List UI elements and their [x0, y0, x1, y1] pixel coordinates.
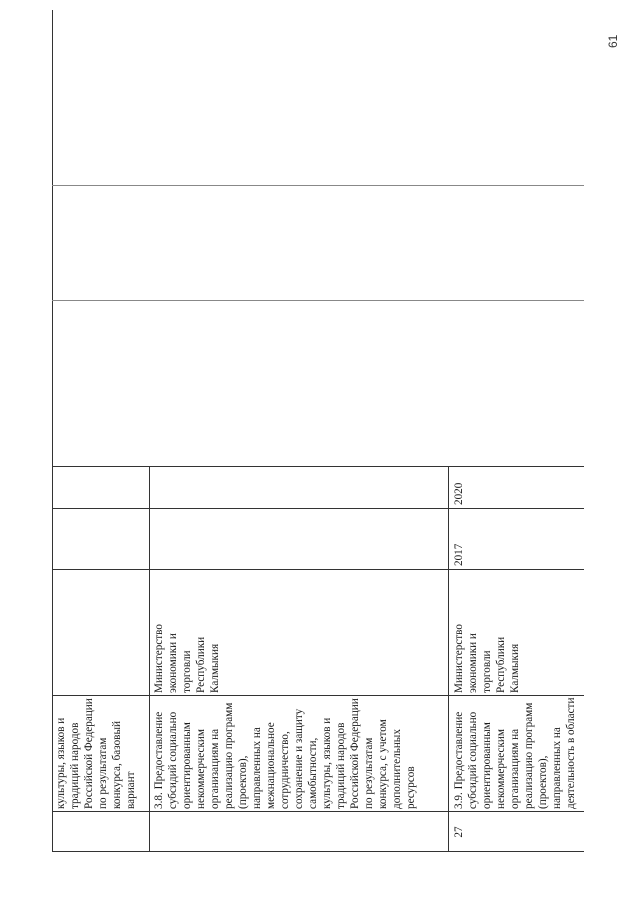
col-divider-end [52, 466, 584, 467]
table-left-border [52, 851, 584, 852]
col-divider-7 [52, 300, 584, 301]
row-1-name: культуры, языков и традиций народов Российской Федерации по результатам конкурса, базовый вариант [55, 698, 137, 809]
row-divider-1 [149, 467, 150, 852]
row-2-name: 3.8. Предоставление субсидий социально ориентированным некоммерческим организациям на реализацию программ (проектов), направленных на межнациональное сотрудничество, сохранение и защиту самобытности, культуры, языков и традиций народов Российской Федерации по результатам конкурса, с учетом дополнительных ресурсов [153, 698, 417, 809]
row-3-end-year: 2020 [453, 482, 465, 505]
col-divider-number [52, 811, 584, 812]
row-3-executor: Министерство экономики и торговли Республики Калмыкия [453, 624, 521, 693]
row-2-executor: Министерство экономики и торговли Республики Калмыкия [153, 624, 221, 693]
col-divider-start [52, 508, 584, 509]
row-divider-2 [448, 467, 449, 852]
table-top-border [52, 10, 53, 852]
row-3-name: 3.9. Предоставление субсидий социально ориентированным некоммерческим организациям на реализацию программ (проектов), направленных на деятельность в области [453, 697, 577, 809]
col-divider-8 [52, 185, 584, 186]
col-divider-name [52, 695, 584, 696]
col-divider-executor [52, 569, 584, 570]
rotated-table [52, 10, 584, 852]
row-3-number: 27 [453, 826, 465, 838]
row-3-start-year: 2017 [453, 543, 465, 566]
page-number: 61 [606, 34, 620, 48]
